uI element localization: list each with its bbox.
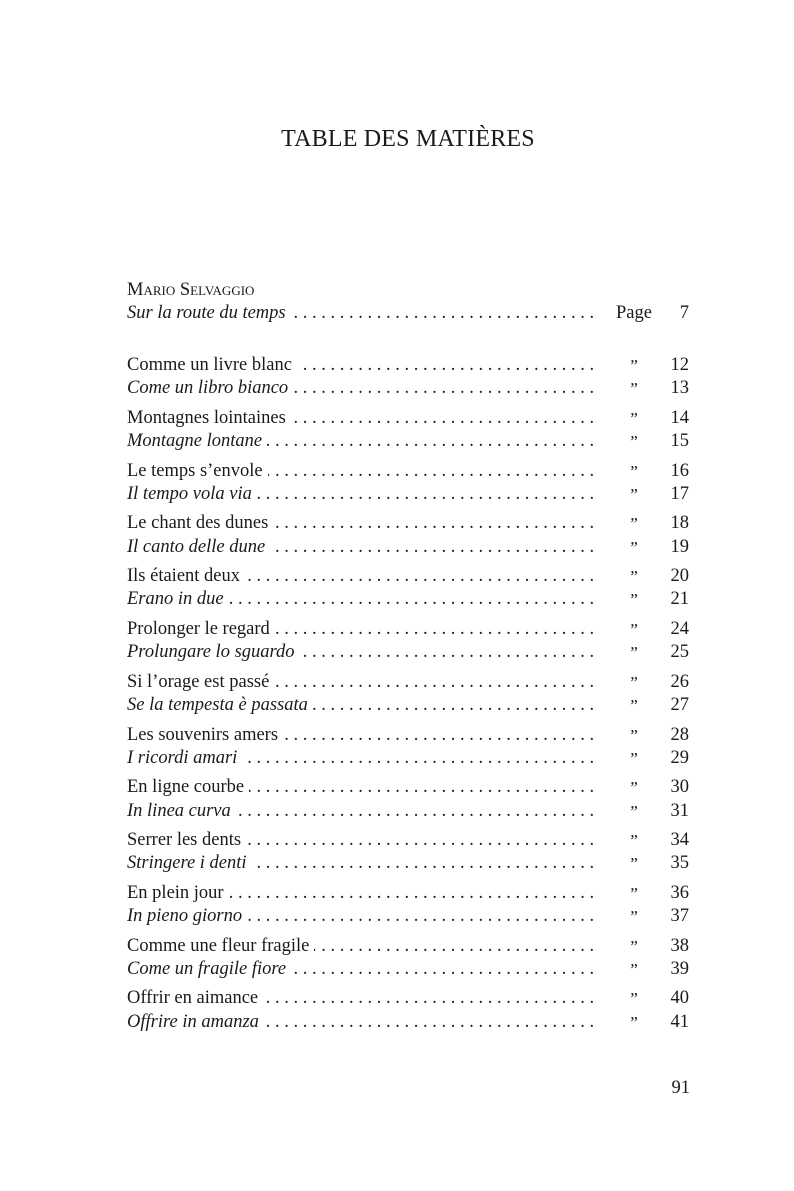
toc-entry-page: 14 <box>670 407 689 428</box>
toc-entry <box>127 747 689 770</box>
ditto-mark: ” <box>630 514 638 534</box>
toc-entry <box>127 588 689 611</box>
toc-entry-page: 17 <box>670 483 689 504</box>
toc-entry-title-french: Offrir en aimance <box>127 988 263 1008</box>
toc-entry-group <box>127 987 689 1033</box>
page-title: TABLE DES MATIÈRES <box>281 126 535 152</box>
toc-entry-title-french: Comme un livre blanc <box>127 355 297 375</box>
toc-entry <box>127 430 689 453</box>
toc-entry-title-french: En ligne courbe <box>127 777 249 797</box>
toc-entry-group <box>127 671 689 717</box>
ditto-mark: ” <box>630 801 638 821</box>
toc-entry-page: 12 <box>670 355 689 376</box>
toc-entry-page: 13 <box>670 378 689 399</box>
toc-entry-title: Sur la route du temps <box>127 303 291 323</box>
toc-entry-group <box>127 776 689 822</box>
ditto-mark: ” <box>630 484 638 504</box>
ditto-mark: ” <box>630 432 638 452</box>
toc-entry <box>127 618 689 641</box>
ditto-mark: ” <box>630 537 638 557</box>
toc-entry-page: 29 <box>670 747 689 768</box>
toc-entry-title-italian: Offrire in amanza <box>127 1012 264 1032</box>
toc-entry <box>127 935 689 958</box>
ditto-mark: ” <box>630 959 638 979</box>
toc-entry-group <box>127 724 689 770</box>
toc-entry-group <box>127 354 689 400</box>
toc-entry-page: 37 <box>670 906 689 927</box>
ditto-mark: ” <box>630 695 638 715</box>
ditto-mark: ” <box>630 379 638 399</box>
toc-entry-group <box>127 460 689 506</box>
ditto-mark: ” <box>630 620 638 640</box>
page-number: 91 <box>671 1078 690 1098</box>
toc-entry <box>127 354 689 377</box>
ditto-mark: ” <box>630 936 638 956</box>
ditto-mark: ” <box>630 989 638 1009</box>
toc-entry <box>127 460 689 483</box>
toc-entry-title-french: Serrer les dents <box>127 830 246 850</box>
ditto-mark: ” <box>630 408 638 428</box>
toc-entry-group <box>127 565 689 611</box>
ditto-mark: ” <box>630 356 638 376</box>
toc-entry-title-italian: Come un fragile fiore <box>127 959 291 979</box>
toc-entry-title-french: Les souvenirs amers <box>127 725 283 745</box>
toc-entry <box>127 852 689 875</box>
toc-entry-group <box>127 882 689 928</box>
toc-entry <box>127 512 689 535</box>
toc-entry-group <box>127 829 689 875</box>
toc-intro-entry <box>127 302 689 325</box>
toc-entry-page: 15 <box>670 431 689 452</box>
toc-entry-title-italian: Prolungare lo sguardo <box>127 642 300 662</box>
toc-entry <box>127 987 689 1010</box>
toc-entry-page: 16 <box>670 460 689 481</box>
toc-entry-page: 34 <box>670 830 689 851</box>
toc-entry-title-french: Prolonger le regard <box>127 619 275 639</box>
toc-entry-title-french: Le temps s’envole <box>127 461 268 481</box>
ditto-mark: ” <box>630 590 638 610</box>
ditto-mark: ” <box>630 672 638 692</box>
toc-entry <box>127 536 689 559</box>
toc-entry-title-italian: Stringere i denti <box>127 853 252 873</box>
toc-entry-group <box>127 618 689 664</box>
toc-entry-title-italian: Se la tempesta è passata <box>127 695 313 715</box>
table-of-contents <box>127 278 689 1040</box>
toc-entry-page: 24 <box>670 619 689 640</box>
ditto-mark: ” <box>630 854 638 874</box>
toc-entry <box>127 958 689 981</box>
toc-entry-page: 30 <box>670 777 689 798</box>
ditto-mark: ” <box>630 643 638 663</box>
toc-entry-group <box>127 512 689 558</box>
toc-entry <box>127 641 689 664</box>
toc-entry-title-italian: Montagne lontane <box>127 431 267 451</box>
spacer <box>127 325 689 354</box>
toc-entry-title-italian: Il canto delle dune <box>127 537 270 557</box>
toc-entry-page: 21 <box>670 589 689 610</box>
toc-entry <box>127 776 689 799</box>
toc-entry <box>127 800 689 823</box>
toc-entry <box>127 483 689 506</box>
toc-entry-title-french: Si l’orage est passé <box>127 672 274 692</box>
toc-entry-title-italian: Il tempo vola via <box>127 484 257 504</box>
toc-entry-page: 31 <box>670 800 689 821</box>
toc-entry-page: 27 <box>670 694 689 715</box>
toc-entry-group <box>127 407 689 453</box>
toc-entry-title-italian: Come un libro bianco <box>127 378 293 398</box>
toc-entry <box>127 565 689 588</box>
ditto-mark: ” <box>630 778 638 798</box>
toc-entry-page: 20 <box>670 566 689 587</box>
toc-entry-title-french: En plein jour <box>127 883 229 903</box>
toc-entry-title-french: Ils étaient deux <box>127 566 245 586</box>
toc-entry-title-italian: In linea curva <box>127 801 236 821</box>
toc-entry-title-italian: I ricordi amari <box>127 748 242 768</box>
toc-entry-page: 36 <box>670 882 689 903</box>
toc-entry-title-french: Comme une fleur fragile <box>127 936 314 956</box>
toc-entry-page: 41 <box>670 1011 689 1032</box>
author-name: Mario Selvaggio <box>127 280 255 300</box>
ditto-mark: ” <box>630 907 638 927</box>
toc-entry <box>127 694 689 717</box>
toc-entry <box>127 407 689 430</box>
ditto-mark: ” <box>630 725 638 745</box>
toc-entry <box>127 377 689 400</box>
toc-entry-page: 25 <box>670 642 689 663</box>
toc-entry-page: 39 <box>670 958 689 979</box>
ditto-mark: ” <box>630 461 638 481</box>
toc-entry <box>127 882 689 905</box>
toc-entries <box>127 354 689 1034</box>
toc-entry-page: 7 <box>679 303 689 323</box>
toc-entry-title-french: Le chant des dunes <box>127 513 273 533</box>
ditto-mark: ” <box>630 567 638 587</box>
ditto-mark: ” <box>630 1012 638 1032</box>
toc-entry <box>127 671 689 694</box>
toc-entry-page: 38 <box>670 935 689 956</box>
page-label: Page <box>616 303 652 323</box>
toc-entry-page: 26 <box>670 671 689 692</box>
toc-entry <box>127 905 689 928</box>
toc-entry-page: 35 <box>670 853 689 874</box>
toc-entry-page: 19 <box>670 536 689 557</box>
toc-entry-page: 28 <box>670 724 689 745</box>
toc-entry <box>127 829 689 852</box>
toc-entry <box>127 724 689 747</box>
toc-entry <box>127 1011 689 1034</box>
toc-entry-group <box>127 935 689 981</box>
toc-entry-title-italian: In pieno giorno <box>127 906 247 926</box>
ditto-mark: ” <box>630 748 638 768</box>
ditto-mark: ” <box>630 831 638 851</box>
toc-entry-page: 18 <box>670 513 689 534</box>
toc-entry-title-italian: Erano in due <box>127 589 229 609</box>
ditto-mark: ” <box>630 883 638 903</box>
toc-entry-title-french: Montagnes lointaines <box>127 408 291 428</box>
toc-entry-page: 40 <box>670 988 689 1009</box>
